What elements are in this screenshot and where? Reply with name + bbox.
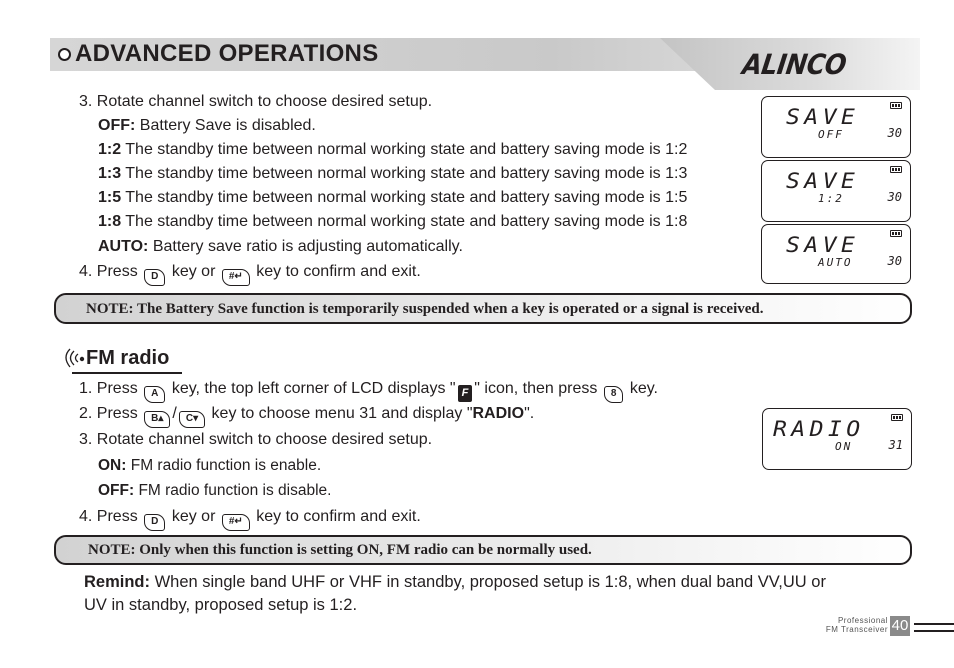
fm-radio-title: FM radio [86, 347, 170, 369]
lcd-main-text: SAVE [786, 233, 860, 257]
f-function-icon: F [458, 385, 473, 402]
option-text: Battery save ratio is adjusting automatically. [148, 238, 463, 255]
battery-option-off [98, 117, 316, 135]
step-middle-2: " icon, then press [474, 380, 598, 397]
step-middle: key, the top left corner of LCD displays " [171, 380, 456, 397]
battery-option-1-2 [98, 141, 687, 159]
step-prefix: 1. Press [79, 380, 138, 397]
radio-wave-icon [56, 345, 86, 373]
lcd-display-save-auto [761, 224, 911, 284]
lcd-channel: 30 [887, 190, 902, 204]
fm-step-2 [79, 405, 534, 428]
step-prefix: 4. Press [79, 508, 138, 525]
hash-enter-key-icon: #↵ [222, 269, 250, 286]
lcd-channel: 30 [887, 126, 902, 140]
option-text: The standby time between normal working state and battery saving mode is 1:8 [121, 213, 688, 230]
section-title: ADVANCED OPERATIONS [75, 40, 379, 67]
option-key: 1:2 [98, 141, 122, 158]
remind-text: When single band UHF or VHF in standby, proposed setup is 1:8, when dual band VV,UU or [150, 573, 826, 591]
option-key: 1:8 [98, 213, 122, 230]
radio-label: RADIO [472, 405, 525, 422]
fm-step-3: 3. Rotate channel switch to choose desired setup. [79, 431, 433, 448]
footer-caption [812, 616, 888, 634]
battery-option-1-3 [98, 165, 687, 183]
battery-option-1-8 [98, 213, 687, 231]
option-key: OFF: [98, 482, 135, 499]
step-prefix: 2. Press [79, 405, 138, 422]
a-key-icon: A [144, 386, 165, 403]
option-key: OFF: [98, 117, 136, 134]
note-fm-radio: NOTE: Only when this function is setting ON, FM radio can be normally used. [54, 535, 912, 565]
battery-option-1-5 [98, 189, 687, 207]
title-underline [72, 372, 182, 374]
c-down-key-icon: C▾ [179, 411, 205, 428]
lcd-display-save-1-2 [761, 160, 911, 222]
eight-key-icon: 8 [604, 386, 624, 403]
footer-rule-top [914, 623, 954, 625]
lcd-channel: 30 [887, 254, 902, 268]
hash-enter-key-icon: #↵ [222, 514, 250, 531]
option-text: The standby time between normal working state and battery saving mode is 1:2 [121, 141, 688, 158]
battery-icon [890, 102, 902, 109]
slash: / [172, 405, 177, 422]
fm-option-on [98, 457, 321, 475]
step-prefix: 4. Press [79, 263, 138, 280]
brand-logo: ALINCO [740, 48, 849, 81]
option-text: FM radio function is enable. [126, 457, 322, 474]
remind-label: Remind: [84, 573, 150, 591]
lcd-display-save-off [761, 96, 911, 158]
note-battery-save: NOTE: The Battery Save function is temporarily suspended when a key is operated or a signal is received. [54, 293, 912, 324]
lcd-sub-text: 1:2 [818, 192, 844, 205]
step-suffix: ". [524, 405, 535, 422]
option-key: AUTO: [98, 238, 149, 255]
option-text: The standby time between normal working state and battery saving mode is 1:5 [121, 189, 688, 206]
lcd-sub-text: ON [835, 440, 853, 453]
remind-line-1 [84, 573, 826, 592]
battery-step-4 [79, 263, 421, 286]
remind-line-2: UV in standby, proposed setup is 1:2. [84, 596, 358, 614]
option-text: FM radio function is disable. [134, 482, 332, 499]
d-key-icon: D [144, 514, 165, 531]
lcd-sub-text: OFF [818, 128, 844, 141]
b-up-key-icon: B▴ [144, 411, 170, 428]
footer-line-1: Professional [837, 616, 888, 625]
step-middle: key or [171, 263, 216, 280]
step-middle: key to choose menu 31 and display " [211, 405, 473, 422]
option-key: ON: [98, 457, 127, 474]
fm-step-4 [79, 508, 421, 531]
step-suffix: key to confirm and exit. [256, 263, 421, 280]
step-middle: key or [171, 508, 216, 525]
option-key: 1:3 [98, 165, 122, 182]
bullet-circle-icon [58, 48, 71, 61]
fm-step-1 [79, 380, 658, 403]
battery-icon [890, 230, 902, 237]
battery-option-auto [98, 238, 463, 256]
option-text: The standby time between normal working state and battery saving mode is 1:3 [121, 165, 688, 182]
lcd-main-text: SAVE [786, 169, 860, 193]
lcd-sub-text: AUTO [818, 256, 853, 269]
battery-icon [890, 166, 902, 173]
option-key: 1:5 [98, 189, 122, 206]
step-suffix: key. [629, 380, 658, 397]
lcd-main-text: RADIO [773, 417, 865, 441]
battery-step-3: 3. Rotate channel switch to choose desired setup. [79, 93, 433, 110]
page-number: 40 [891, 617, 909, 634]
fm-option-off [98, 482, 331, 500]
d-key-icon: D [144, 269, 165, 286]
lcd-channel: 31 [888, 438, 903, 452]
footer-line-2: FM Transceiver [825, 625, 888, 634]
lcd-main-text: SAVE [786, 105, 860, 129]
option-text: Battery Save is disabled. [135, 117, 316, 134]
step-suffix: key to confirm and exit. [256, 508, 421, 525]
footer-rule-bottom [914, 630, 954, 632]
battery-icon [891, 414, 903, 421]
lcd-display-radio-on [762, 408, 912, 470]
